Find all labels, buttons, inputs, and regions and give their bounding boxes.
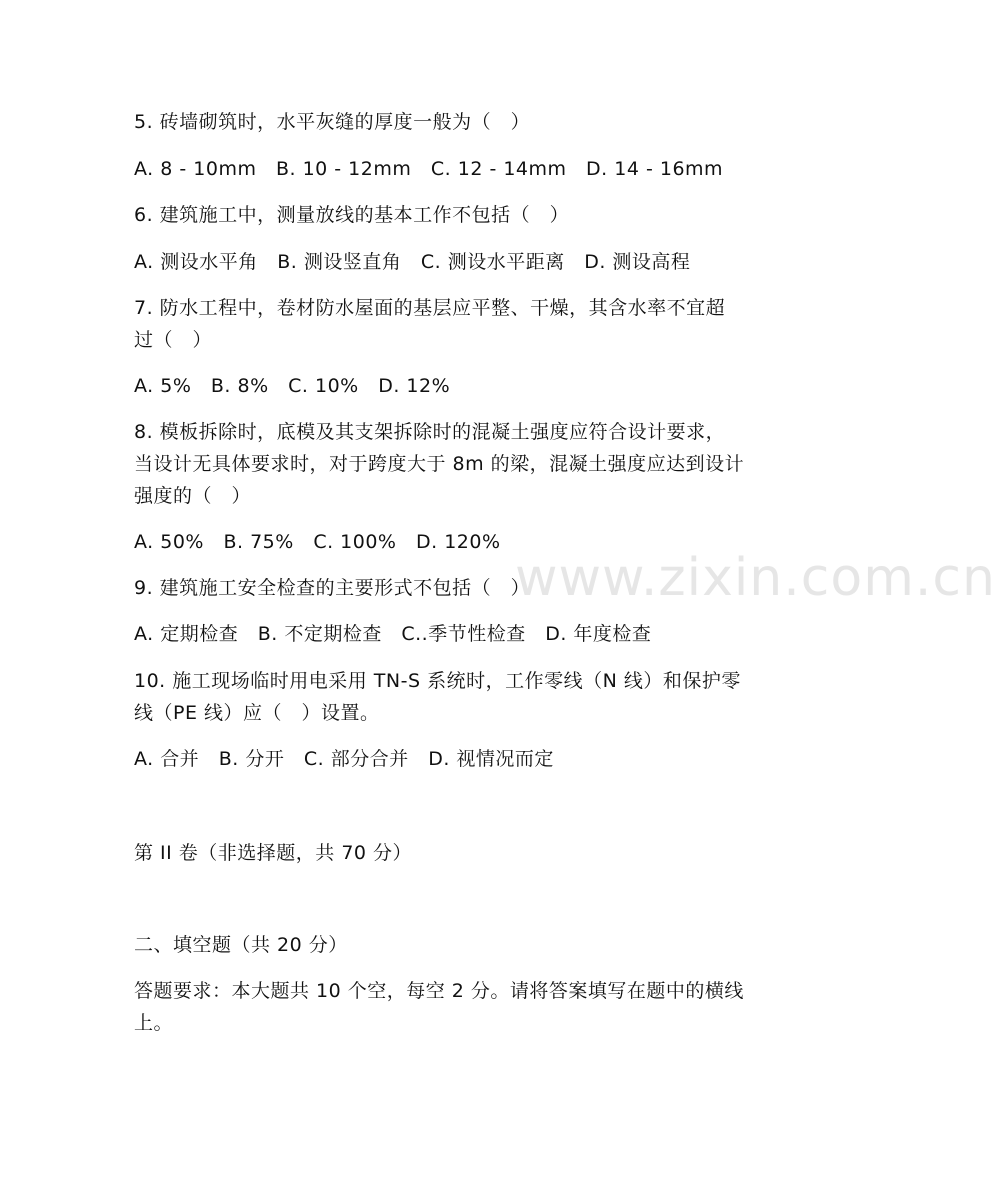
watermark: www.zixin.com.cn [515,548,996,608]
question-5-stem: 5. 砖墙砌筑时，水平灰缝的厚度一般为（ ） [134,111,531,133]
question-8-stem-line-2: 当设计无具体要求时，对于跨度大于 8m 的梁，混凝土强度应达到设计 [134,453,745,475]
section-2-requirement-line-2: 上。 [134,1012,174,1034]
question-9-options: A. 定期检查 B. 不定期检查 C..季节性检查 D. 年度检查 [134,623,652,645]
question-6-stem: 6. 建筑施工中，测量放线的基本工作不包括（ ） [134,204,570,226]
question-7-stem-line-2: 过（ ） [134,329,213,351]
question-8-stem-line-3: 强度的（ ） [134,485,252,507]
part-2-title: 第 II 卷（非选择题，共 70 分） [134,842,413,864]
question-7-stem-line-1: 7. 防水工程中，卷材防水屋面的基层应平整、干燥，其含水率不宜超 [134,297,726,319]
question-10-options: A. 合并 B. 分开 C. 部分合并 D. 视情况而定 [134,748,554,770]
question-8-stem-line-1: 8. 模板拆除时，底模及其支架拆除时的混凝土强度应符合设计要求， [134,421,726,443]
question-10-stem-line-2: 线（PE 线）应（ ）设置。 [134,702,380,724]
question-7-options: A. 5% B. 8% C. 10% D. 12% [134,375,451,397]
question-6-options: A. 测设水平角 B. 测设竖直角 C. 测设水平距离 D. 测设高程 [134,251,691,273]
section-2-title: 二、填空题（共 20 分） [134,934,348,956]
question-10-stem-line-1: 10. 施工现场临时用电采用 TN-S 系统时，工作零线（N 线）和保护零 [134,670,741,692]
question-5-options: A. 8 - 10mm B. 10 - 12mm C. 12 - 14mm D. 14 - 16mm [134,158,724,180]
section-2-requirement-line-1: 答题要求：本大题共 10 个空，每空 2 分。请将答案填写在题中的横线 [134,980,744,1002]
question-9-stem: 9. 建筑施工安全检查的主要形式不包括（ ） [134,577,531,599]
question-8-options: A. 50% B. 75% C. 100% D. 120% [134,531,501,553]
